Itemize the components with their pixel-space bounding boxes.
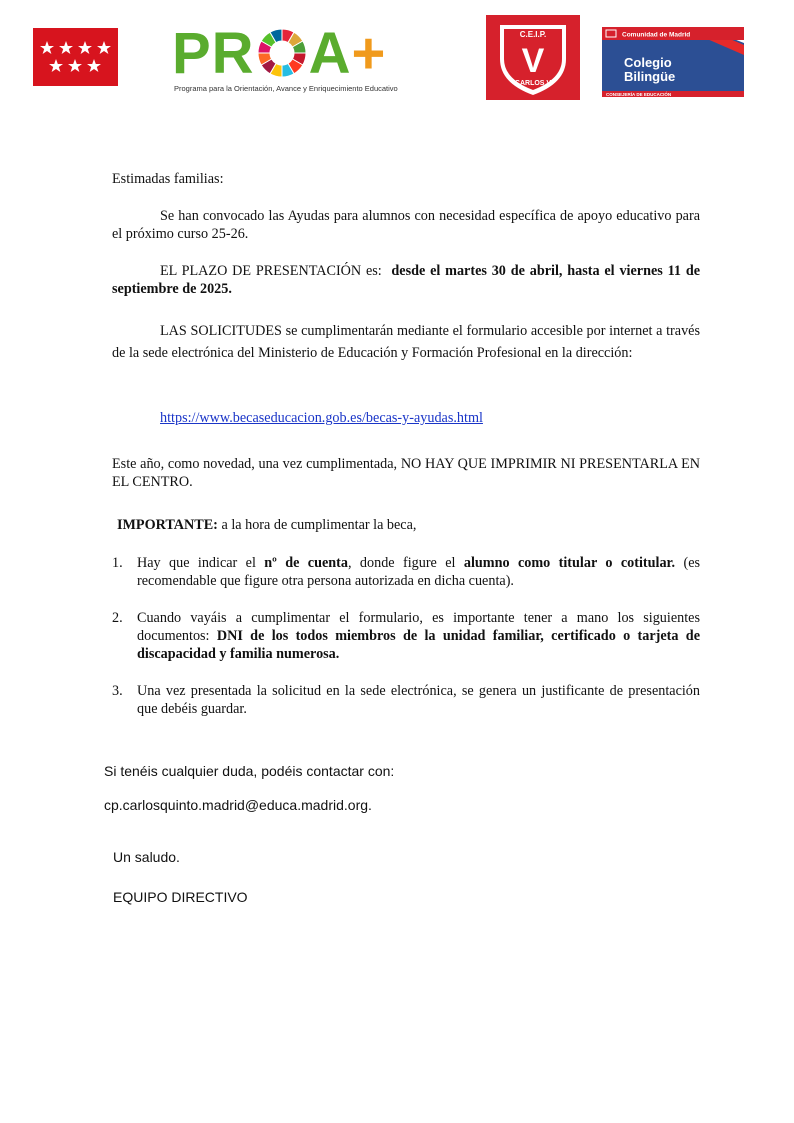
closing: Un saludo. (113, 849, 180, 865)
contact-intro: Si tenéis cualquier duda, podéis contactar con: (104, 763, 395, 779)
proa-plus-logo (172, 22, 422, 98)
paragraph-convocatoria: Se han convocado las Ayudas para alumnos con necesidad específica de apoyo educativo para el próximo curso 25-26. (112, 208, 700, 242)
list-number: 3. (112, 683, 123, 699)
important-text: a la hora de cumplimentar la beca, (221, 517, 417, 533)
paragraph-novedad: Este año, como novedad, una vez cumplimentada, NO HAY QUE IMPRIMIR NI PRESENTARLA EN EL CENTRO. (112, 456, 700, 490)
list-item: 1. Hay que indicar el nº de cuenta, donde figure el alumno como titular o cotitular. (es recomendable que figure otra persona autorizada en dicha cuenta). (112, 555, 701, 589)
proa-wordmark: PR A+ (172, 21, 387, 86)
signature: EQUIPO DIRECTIVO (113, 889, 248, 905)
important-heading (117, 516, 705, 534)
ceip-carlos-v-logo (486, 15, 580, 100)
list-item: 2. Cuando vayáis a cumplimentar el formulario, es importante tener a mano los siguientes documentos: DNI de los todos miembros de la unidad familiar, certificado o tarjeta de discapacidad y familia numerosa. (112, 610, 700, 662)
contact-email[interactable]: cp.carlosquinto.madrid@educa.madrid.org. (104, 797, 372, 813)
proa-subtitle: Programa para la Orientación, Avance y Enriquecimiento Educativo (174, 84, 398, 93)
svg-text:CONSEJERÍA DE EDUCACIÓN: CONSEJERÍA DE EDUCACIÓN (606, 92, 672, 97)
svg-text:C.E.I.P.: C.E.I.P. (519, 30, 547, 39)
colegio-bilingue-logo (602, 27, 744, 97)
greeting: Estimadas familias: (112, 171, 224, 187)
svg-text:V: V (521, 42, 545, 80)
list-item: 3. Una vez presentada la solicitud en la sede electrónica, se genera un justificante de presentación que debéis guardar. (112, 683, 700, 717)
sdg-wheel-icon (256, 27, 308, 79)
plazo-lead: EL PLAZO DE PRESENTACIÓN es: (160, 263, 382, 279)
plazo-dates: desde el martes 30 de abril, hasta el viernes 11 de septiembre de 2025. (112, 263, 701, 297)
becas-url-link[interactable]: https://www.becaseducacion.gob.es/becas-y-ayudas.html (160, 410, 483, 426)
url-paragraph (160, 409, 700, 427)
paragraph-plazo (112, 262, 700, 298)
comunidad-madrid-flag-logo (33, 28, 118, 86)
list-number: 1. (112, 555, 123, 571)
svg-text:Bilingüe: Bilingüe (624, 69, 676, 84)
paragraph-solicitudes: LAS SOLICITUDES se cumplimentarán mediante el formulario accesible por internet a través de la sede electrónica del Ministerio de Educación y Formación Profesional en la dirección: (112, 323, 700, 361)
svg-text:Colegio: Colegio (624, 55, 672, 70)
list-number: 2. (112, 610, 123, 626)
important-label: IMPORTANTE: (117, 517, 218, 533)
svg-text:Comunidad de Madrid: Comunidad de Madrid (622, 31, 691, 39)
svg-text:CARLOS V: CARLOS V (514, 80, 552, 87)
